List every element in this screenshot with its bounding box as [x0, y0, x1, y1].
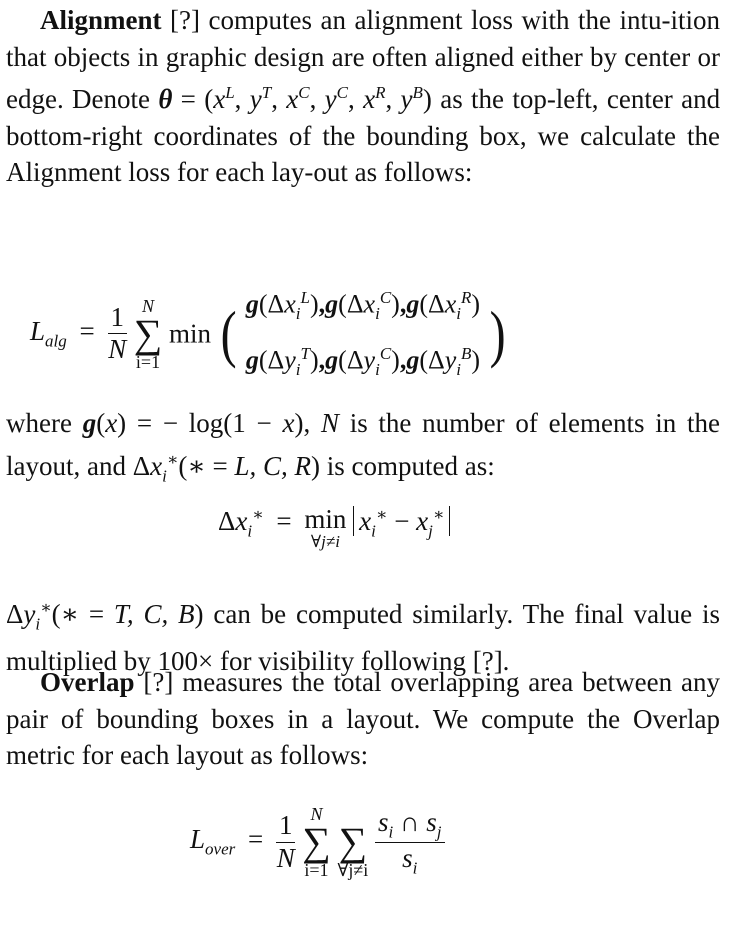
- overlap-paragraph: [6, 664, 720, 774]
- eq3-sum-outer: N ∑ i=1: [302, 804, 331, 880]
- overlap-text: measures the total overlapping area between any pair of bounding boxes in a layout. We compute the Overlap metric for each layout as follows:: [6, 667, 720, 770]
- alignment-paragraph: Alignment [?] computes an alignment loss with the intu-ition that objects in graphic design are often aligned either by center or edge. Denote $\theta = (x^L$, $y^T$, $x^C$, $y^C$, $x^R$, $y^B$) as the top-left, center and bottom-right coordinates of the bounding box, we calculate the Alignment loss for each lay-out as follows:: [6, 5, 721, 187]
- eq1-fraction: $\frac{1}{N}$: [108, 302, 127, 365]
- eq3-fraction: $\frac{1}{N}$: [276, 810, 295, 873]
- delta-equation: $\Delta x_i^∗$ = min ∀j≠i $x_i^∗ - x_j^∗$: [218, 505, 450, 550]
- alignment-term: Alignment: [40, 5, 162, 35]
- overlap-term: Overlap: [40, 667, 135, 697]
- overlap-equation: $L_{over}$ = $\frac{1}{N}$ N ∑ i=1 ∑ ∀j≠i $\frac{s_i \cap s_j}{s_i}$: [190, 805, 445, 879]
- final-value-paragraph: $\Delta y_i^∗(∗ = T$, C, B) can be computed similarly. The final value is multiplied by 100× for visibility following [?].: [6, 598, 720, 676]
- where-paragraph: where g(x) = − log(1 − x), N is the number of elements in the layout, and $\Delta x_i^∗(∗ = L$, C, R) is computed as:: [6, 408, 720, 485]
- eq1-min: min: [169, 318, 212, 349]
- eq3-inner-fraction: $\frac{s_i \cap s_j}{s_i}$: [375, 807, 445, 878]
- alignment-equation: $L_{alg}$ = $\frac{1}{N}$ N ∑ i=1 min ( $g(\Delta x_i^L),g(\Delta x_i^C),g(\Delta x_i^R)$ $g(\Delta y_i^T),g(\Delta y_i^C),g(\Delta y_i^B)$ ): [30, 278, 508, 390]
- eq1-lhs-sub: alg: [45, 331, 67, 351]
- eq2-min: min ∀j≠i: [304, 504, 347, 552]
- overlap-ref: [?]: [143, 667, 174, 697]
- eq3-sum-inner: ∑ ∀j≠i: [337, 819, 369, 880]
- eq1-sum: N ∑ i=1: [133, 295, 163, 372]
- eq1-matrix: $g(\Delta x_i^L),g(\Delta x_i^C),g(\Delta x_i^R)$ $g(\Delta y_i^T),g(\Delta y_i^C),g(\Delta y_i^B)$: [245, 288, 481, 379]
- alignment-ref: [?]: [170, 5, 200, 35]
- eq1-lhs: L: [30, 316, 46, 347]
